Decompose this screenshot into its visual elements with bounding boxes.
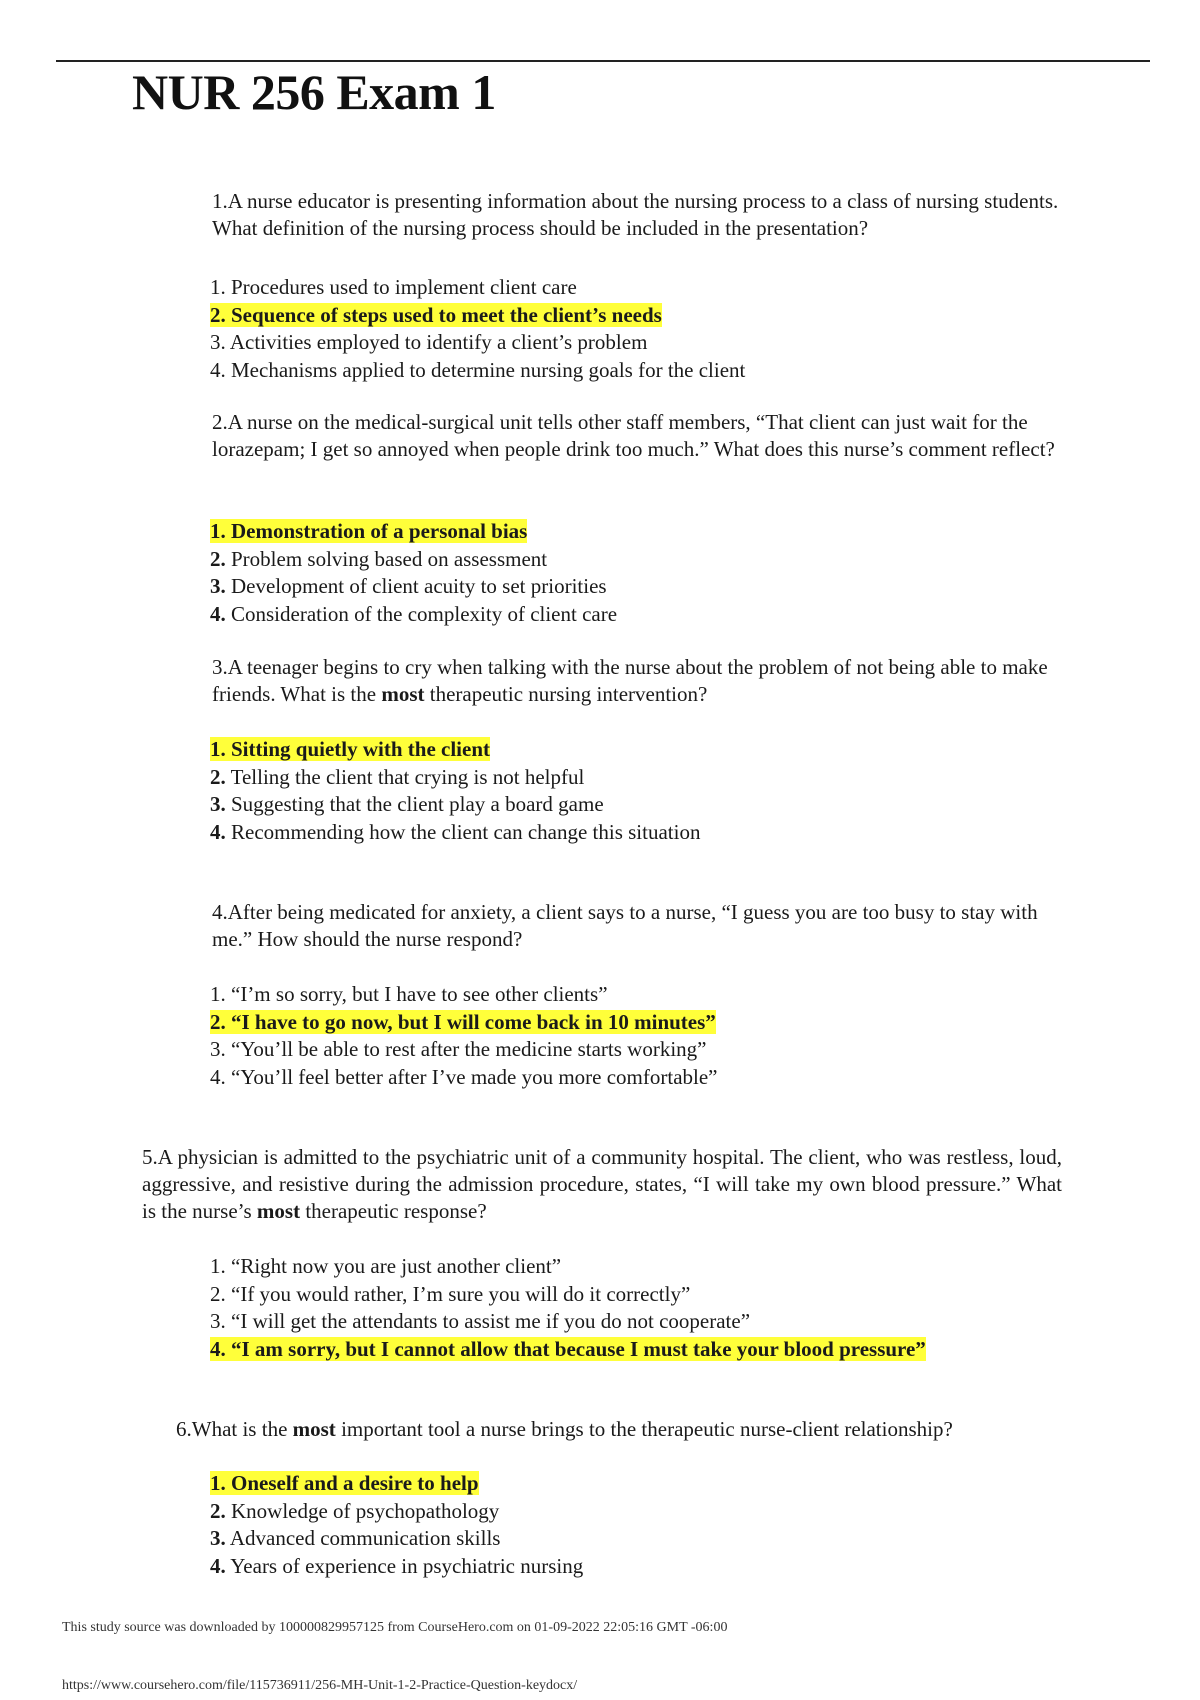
question-1-options bbox=[210, 274, 745, 384]
option-3: 3. “I will get the attendants to assist me if you do not cooperate” bbox=[210, 1309, 751, 1333]
question-6-text: 6.What is the most important tool a nurse brings to the therapeutic nurse-client relationship? bbox=[176, 1417, 953, 1441]
option-4: 4. “You’ll feel better after I’ve made you more comfortable” bbox=[210, 1064, 718, 1089]
question-3-options bbox=[210, 736, 700, 846]
option-1: 1. “Right now you are just another client” bbox=[210, 1254, 562, 1278]
question-4-text: 4.After being medicated for anxiety, a client says to a nurse, “I guess you are too busy to stay with me.” How should the nurse respond? bbox=[212, 900, 1038, 951]
option-3: 3. Suggesting that the client play a board game bbox=[210, 792, 604, 816]
option-2-correct: 2. Sequence of steps used to meet the client’s needs bbox=[210, 302, 662, 327]
option-4: 4. Years of experience in psychiatric nursing bbox=[210, 1553, 584, 1578]
option-1: 1. Procedures used to implement client care bbox=[210, 275, 577, 299]
option-3: 3. Activities employed to identify a client’s problem bbox=[210, 330, 648, 354]
option-2: 2. “If you would rather, I’m sure you will do it correctly” bbox=[210, 1281, 691, 1306]
download-note: This study source was downloaded by 100000829957125 from CourseHero.com on 01-09-2022 22:05:16 GMT -06:00 bbox=[62, 1620, 728, 1635]
question-3-text: 3.A teenager begins to cry when talking with the nurse about the problem of not being able to make friends. What is the most therapeutic nursing intervention? bbox=[212, 655, 1048, 706]
question-5-text: 5.A physician is admitted to the psychiatric unit of a community hospital. The client, who was restless, loud, aggressive, and resistive during the admission procedure, states, “I will take my own blood pressure.” What is the nurse’s most therapeutic response? bbox=[142, 1145, 1062, 1223]
option-1-correct: 1. Sitting quietly with the client bbox=[210, 737, 491, 761]
option-3: 3. “You’ll be able to rest after the medicine starts working” bbox=[210, 1037, 707, 1061]
question-5-options bbox=[210, 1253, 926, 1363]
option-4: 4. Consideration of the complexity of client care bbox=[210, 601, 618, 626]
option-4-correct: 4. “I am sorry, but I cannot allow that because I must take your blood pressure” bbox=[210, 1336, 926, 1361]
option-3: 3. Advanced communication skills bbox=[210, 1526, 501, 1550]
question-2-text: 2.A nurse on the medical-surgical unit tells other staff members, “That client can just wait for the lorazepam; I get so annoyed when people drink too much.” What does this nurse’s comment reflect? bbox=[212, 410, 1055, 461]
question-4-options bbox=[210, 981, 718, 1091]
option-2-correct: 2. “I have to go now, but I will come back in 10 minutes” bbox=[210, 1009, 716, 1034]
option-4: 4. Recommending how the client can change this situation bbox=[210, 819, 701, 844]
option-4: 4. Mechanisms applied to determine nursing goals for the client bbox=[210, 357, 746, 382]
option-1-correct: 1. Oneself and a desire to help bbox=[210, 1471, 479, 1495]
question-6-options bbox=[210, 1470, 583, 1580]
question-1-text: 1.A nurse educator is presenting information about the nursing process to a class of nursing students. What definition of the nursing process should be included in the presentation? bbox=[212, 189, 1059, 240]
option-1-correct: 1. Demonstration of a personal bias bbox=[210, 519, 528, 543]
option-2: 2. Knowledge of psychopathology bbox=[210, 1498, 500, 1523]
document-title: NUR 256 Exam 1 bbox=[132, 64, 496, 120]
question-2-options bbox=[210, 518, 617, 628]
option-3: 3. Development of client acuity to set priorities bbox=[210, 574, 607, 598]
source-url: https://www.coursehero.com/file/115736911/256-MH-Unit-1-2-Practice-Question-keydocx/ bbox=[62, 1678, 578, 1693]
option-1: 1. “I’m so sorry, but I have to see other clients” bbox=[210, 982, 608, 1006]
option-2: 2. Telling the client that crying is not helpful bbox=[210, 764, 585, 789]
option-2: 2. Problem solving based on assessment bbox=[210, 546, 548, 571]
